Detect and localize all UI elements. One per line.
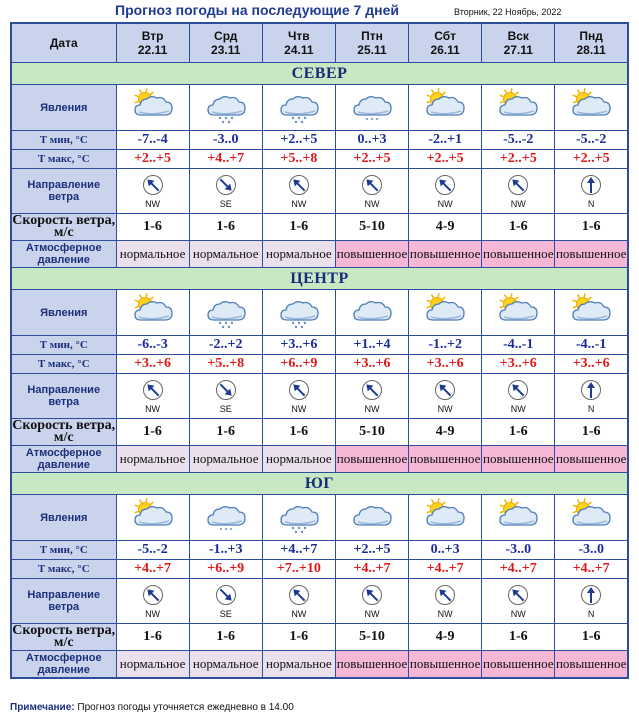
- wind-arrow-icon: [288, 174, 310, 198]
- day-header: [262, 23, 335, 63]
- wind-dir-text: SE: [219, 609, 232, 619]
- wind-speed-cell: 1-6: [482, 214, 555, 241]
- sun-cloud-icon: [494, 112, 542, 129]
- wind-dir-text: NW: [437, 199, 453, 209]
- wind-dir-wrap: [117, 583, 189, 619]
- pressure-cell: нормальное: [189, 241, 262, 268]
- wind-speed-cell: 1-6: [189, 419, 262, 446]
- sun-cloud-icon: [421, 112, 469, 129]
- wind-speed-cell: 4-9: [409, 214, 482, 241]
- wind-dir-wrap: [117, 173, 189, 209]
- phenomena-cell: [116, 495, 189, 541]
- row-label: Явления: [11, 290, 116, 336]
- tmax-cell: +5..+8: [262, 150, 335, 169]
- tmin-cell: +4..+7: [262, 541, 335, 560]
- sun-cloud-icon: [421, 317, 469, 334]
- page-header: [0, 0, 639, 22]
- wind-dir-wrap: [555, 583, 627, 619]
- wind-speed-cell: 1-6: [555, 624, 628, 651]
- tmax-cell: +3..+6: [482, 355, 555, 374]
- wind-dir-cell: [409, 169, 482, 214]
- day-date: 24.11: [284, 43, 314, 57]
- wind-speed-cell: 1-6: [262, 419, 335, 446]
- tmin-cell: -4..-1: [555, 336, 628, 355]
- day-of-week: Вск: [507, 29, 529, 43]
- wind-arrow-icon: [580, 584, 602, 608]
- wind-dir-wrap: [482, 173, 554, 209]
- day-date: 28.11: [576, 43, 606, 57]
- sun-cloud-icon: [129, 112, 177, 129]
- row-label: Т мин, °С: [11, 541, 116, 560]
- tmin-cell: -2..+2: [189, 336, 262, 355]
- wind-dir-cell: [116, 169, 189, 214]
- wind-dir-cell: [189, 579, 262, 624]
- day-header: [482, 23, 555, 63]
- wind-dir-text: NW: [145, 609, 161, 619]
- wind-speed-row: [11, 624, 628, 651]
- wind-dir-wrap: [555, 378, 627, 414]
- wind-arrow-icon: [580, 174, 602, 198]
- rain-cloud-icon: [275, 522, 323, 539]
- wind-speed-cell: 1-6: [482, 419, 555, 446]
- wind-dir-wrap: [409, 173, 481, 209]
- tmin-cell: 0..+3: [409, 541, 482, 560]
- region-title: ЮГ: [11, 473, 628, 495]
- row-label: Скорость ветра, м/с: [12, 213, 116, 240]
- wind-dir-wrap: [117, 378, 189, 414]
- phenomena-row: [11, 495, 628, 541]
- wind-dir-text: NW: [364, 199, 380, 209]
- day-header: [409, 23, 482, 63]
- wind-dir-text: NW: [145, 404, 161, 414]
- pressure-cell: нормальное: [116, 446, 189, 473]
- pressure-cell: повышенное: [335, 241, 408, 268]
- pressure-cell: нормальное: [116, 651, 189, 679]
- phenomena-cell: [262, 495, 335, 541]
- tmin-cell: +2..+5: [335, 541, 408, 560]
- wind-arrow-icon: [434, 379, 456, 403]
- tmax-cell: +2..+5: [409, 150, 482, 169]
- tmax-cell: +4..+7: [335, 560, 408, 579]
- wind-dir-text: NW: [364, 404, 380, 414]
- tmin-cell: -2..+1: [409, 131, 482, 150]
- pressure-cell: нормальное: [262, 241, 335, 268]
- wind-dir-cell: [116, 374, 189, 419]
- wind-speed-cell: 1-6: [555, 214, 628, 241]
- wind-dir-cell: [555, 374, 628, 419]
- wind-arrow-icon: [434, 174, 456, 198]
- wind-speed-row: [11, 419, 628, 446]
- wind-dir-cell: [555, 579, 628, 624]
- wind-dir-cell: [335, 169, 408, 214]
- day-of-week: Чтв: [288, 29, 310, 43]
- tmin-row: [11, 336, 628, 355]
- row-label: Скорость ветра, м/с: [12, 418, 116, 445]
- region-row: [11, 268, 628, 290]
- tmax-cell: +2..+5: [116, 150, 189, 169]
- tmax-row: [11, 560, 628, 579]
- footer-note: [10, 702, 294, 713]
- phenomena-cell: [189, 495, 262, 541]
- wind-dir-cell: [262, 374, 335, 419]
- date-header: Дата: [11, 23, 116, 63]
- wind-dir-wrap: [336, 378, 408, 414]
- day-date: 23.11: [211, 43, 241, 57]
- tmax-cell: +6..+9: [189, 560, 262, 579]
- rain-cloud-icon: [275, 317, 323, 334]
- wind-arrow-icon: [507, 174, 529, 198]
- wind-speed-cell: 1-6: [116, 419, 189, 446]
- wind-dir-row: [11, 579, 628, 624]
- wind-dir-cell: [409, 579, 482, 624]
- wind-dir-wrap: [190, 583, 262, 619]
- wind-arrow-icon: [361, 174, 383, 198]
- rain-cloud-icon: [275, 112, 323, 129]
- wind-dir-row: [11, 169, 628, 214]
- region-title: СЕВЕР: [11, 63, 628, 85]
- pressure-cell: повышенное: [409, 651, 482, 679]
- wind-dir-cell: [555, 169, 628, 214]
- day-of-week: Птн: [361, 29, 383, 43]
- pressure-cell: повышенное: [482, 651, 555, 679]
- wind-arrow-icon: [580, 379, 602, 403]
- wind-arrow-icon: [142, 379, 164, 403]
- row-label: Направление ветра: [11, 169, 116, 214]
- wind-dir-cell: [482, 579, 555, 624]
- row-label: Т макс, °С: [11, 150, 116, 169]
- tmin-cell: -4..-1: [482, 336, 555, 355]
- wind-dir-text: NW: [437, 404, 453, 414]
- wind-speed-cell: 1-6: [189, 624, 262, 651]
- wind-dir-text: NW: [510, 609, 526, 619]
- current-date: Вторник, 22 Ноябрь, 2022: [454, 7, 562, 17]
- day-of-week: Пнд: [579, 29, 603, 43]
- pressure-cell: повышенное: [555, 651, 628, 679]
- tmax-cell: +4..+7: [409, 560, 482, 579]
- row-label: Т мин, °С: [11, 131, 116, 150]
- pressure-cell: нормальное: [189, 651, 262, 679]
- wind-speed-cell: 4-9: [409, 419, 482, 446]
- tmin-row: [11, 541, 628, 560]
- tmax-cell: +2..+5: [555, 150, 628, 169]
- pressure-cell: нормальное: [189, 446, 262, 473]
- wind-dir-text: N: [587, 404, 595, 414]
- pressure-cell: повышенное: [335, 651, 408, 679]
- wind-dir-row: [11, 374, 628, 419]
- wind-dir-cell: [482, 374, 555, 419]
- wind-dir-cell: [262, 579, 335, 624]
- wind-arrow-icon: [142, 584, 164, 608]
- wind-dir-wrap: [190, 173, 262, 209]
- pressure-cell: повышенное: [482, 241, 555, 268]
- day-date: 22.11: [137, 43, 168, 57]
- phenomena-cell: [116, 290, 189, 336]
- wind-speed-cell: 1-6: [482, 624, 555, 651]
- wind-arrow-icon: [507, 379, 529, 403]
- tmin-cell: -3..0: [189, 131, 262, 150]
- rain-cloud-icon: [202, 112, 250, 129]
- pressure-row: [11, 651, 628, 679]
- tmax-cell: +3..+6: [409, 355, 482, 374]
- tmin-cell: -3..0: [482, 541, 555, 560]
- region-title: ЦЕНТР: [11, 268, 628, 290]
- wind-dir-text: SE: [219, 404, 232, 414]
- snow-cloud-icon: [348, 112, 396, 129]
- tmin-cell: 0..+3: [335, 131, 408, 150]
- footer-text: Прогноз погоды уточняется ежедневно в 14.00: [77, 702, 294, 713]
- row-label: Явления: [11, 495, 116, 541]
- wind-arrow-icon: [215, 584, 237, 608]
- snow-cloud-icon: [202, 522, 250, 539]
- wind-dir-wrap: [190, 378, 262, 414]
- tmax-cell: +5..+8: [189, 355, 262, 374]
- wind-speed-cell: 1-6: [116, 214, 189, 241]
- phenomena-cell: [482, 290, 555, 336]
- row-label: Атмосферное давление: [11, 446, 116, 473]
- phenomena-cell: [335, 495, 408, 541]
- tmin-cell: -5..-2: [555, 131, 628, 150]
- row-label: Явления: [11, 85, 116, 131]
- phenomena-row: [11, 85, 628, 131]
- wind-dir-cell: [189, 169, 262, 214]
- wind-dir-text: N: [587, 609, 595, 619]
- wind-dir-wrap: [409, 583, 481, 619]
- phenomena-cell: [409, 85, 482, 131]
- wind-speed-cell: 5-10: [335, 624, 408, 651]
- phenomena-cell: [482, 85, 555, 131]
- pressure-cell: нормальное: [116, 241, 189, 268]
- sun-cloud-icon: [567, 112, 615, 129]
- rain-cloud-icon: [202, 317, 250, 334]
- sun-cloud-icon: [129, 522, 177, 539]
- wind-speed-row: [11, 214, 628, 241]
- phenomena-cell: [262, 290, 335, 336]
- sun-cloud-icon: [567, 522, 615, 539]
- phenomena-cell: [335, 290, 408, 336]
- tmin-cell: -5..-2: [116, 541, 189, 560]
- wind-dir-wrap: [482, 583, 554, 619]
- pressure-cell: повышенное: [555, 241, 628, 268]
- phenomena-cell: [482, 495, 555, 541]
- day-date: 27.11: [503, 43, 533, 57]
- phenomena-cell: [555, 495, 628, 541]
- wind-arrow-icon: [434, 584, 456, 608]
- phenomena-cell: [262, 85, 335, 131]
- wind-dir-cell: [335, 374, 408, 419]
- wind-speed-cell: 1-6: [555, 419, 628, 446]
- tmin-row: [11, 131, 628, 150]
- pressure-cell: повышенное: [409, 241, 482, 268]
- wind-dir-cell: [262, 169, 335, 214]
- tmax-cell: +2..+5: [482, 150, 555, 169]
- tmax-row: [11, 355, 628, 374]
- wind-dir-wrap: [336, 173, 408, 209]
- pressure-row: [11, 241, 628, 268]
- day-of-week: Сбт: [434, 29, 457, 43]
- wind-dir-wrap: [482, 378, 554, 414]
- wind-dir-text: NW: [510, 404, 526, 414]
- pressure-cell: повышенное: [409, 446, 482, 473]
- day-header: [116, 23, 189, 63]
- region-row: [11, 473, 628, 495]
- wind-arrow-icon: [142, 174, 164, 198]
- wind-dir-cell: [116, 579, 189, 624]
- tmax-cell: +6..+9: [262, 355, 335, 374]
- wind-dir-cell: [409, 374, 482, 419]
- wind-dir-cell: [482, 169, 555, 214]
- tmin-cell: +1..+4: [335, 336, 408, 355]
- tmax-cell: +4..+7: [189, 150, 262, 169]
- wind-dir-wrap: [336, 583, 408, 619]
- phenomena-cell: [189, 290, 262, 336]
- wind-dir-text: NW: [145, 199, 161, 209]
- sun-cloud-icon: [567, 317, 615, 334]
- wind-dir-wrap: [263, 378, 335, 414]
- day-date: 25.11: [357, 43, 387, 57]
- pressure-cell: повышенное: [482, 446, 555, 473]
- sun-cloud-icon: [129, 317, 177, 334]
- tmin-cell: -5..-2: [482, 131, 555, 150]
- tmax-cell: +3..+6: [555, 355, 628, 374]
- tmax-cell: +2..+5: [335, 150, 408, 169]
- day-of-week: Втр: [141, 29, 164, 43]
- wind-arrow-icon: [361, 584, 383, 608]
- tmax-cell: +4..+7: [482, 560, 555, 579]
- tmin-cell: -1..+2: [409, 336, 482, 355]
- row-label: Т мин, °С: [11, 336, 116, 355]
- row-label: Т макс, °С: [11, 560, 116, 579]
- cloud-icon: [348, 522, 396, 539]
- phenomena-cell: [409, 290, 482, 336]
- wind-arrow-icon: [361, 379, 383, 403]
- pressure-cell: повышенное: [335, 446, 408, 473]
- footer-label: Примечание:: [10, 702, 75, 713]
- wind-arrow-icon: [215, 379, 237, 403]
- wind-speed-cell: 1-6: [262, 624, 335, 651]
- wind-dir-text: NW: [437, 609, 453, 619]
- forecast-table: [10, 22, 629, 679]
- wind-arrow-icon: [215, 174, 237, 198]
- wind-speed-cell: 4-9: [409, 624, 482, 651]
- wind-dir-text: NW: [364, 609, 380, 619]
- row-label: Атмосферное давление: [11, 651, 116, 679]
- sun-cloud-icon: [494, 317, 542, 334]
- pressure-cell: нормальное: [262, 651, 335, 679]
- tmax-row: [11, 150, 628, 169]
- wind-arrow-icon: [288, 584, 310, 608]
- region-row: [11, 63, 628, 85]
- tmin-cell: -1..+3: [189, 541, 262, 560]
- wind-speed-cell: 5-10: [335, 419, 408, 446]
- wind-dir-text: NW: [510, 199, 526, 209]
- tmin-cell: -6..-3: [116, 336, 189, 355]
- wind-dir-wrap: [555, 173, 627, 209]
- pressure-row: [11, 446, 628, 473]
- tmax-cell: +3..+6: [116, 355, 189, 374]
- day-header: [335, 23, 408, 63]
- phenomena-cell: [189, 85, 262, 131]
- wind-speed-cell: 1-6: [116, 624, 189, 651]
- phenomena-row: [11, 290, 628, 336]
- page-title: Прогноз погоды на последующие 7 дней: [115, 2, 399, 18]
- phenomena-cell: [555, 290, 628, 336]
- cloud-icon: [348, 317, 396, 334]
- tmax-cell: +3..+6: [335, 355, 408, 374]
- row-label: Скорость ветра, м/с: [12, 623, 116, 650]
- tmax-cell: +7..+10: [262, 560, 335, 579]
- wind-dir-text: SE: [219, 199, 232, 209]
- phenomena-cell: [409, 495, 482, 541]
- row-label: Направление ветра: [11, 579, 116, 624]
- wind-arrow-icon: [507, 584, 529, 608]
- phenomena-cell: [116, 85, 189, 131]
- pressure-cell: нормальное: [262, 446, 335, 473]
- wind-dir-wrap: [263, 173, 335, 209]
- pressure-cell: повышенное: [555, 446, 628, 473]
- row-label: Т макс, °С: [11, 355, 116, 374]
- tmax-cell: +4..+7: [116, 560, 189, 579]
- wind-dir-cell: [189, 374, 262, 419]
- day-date: 26.11: [430, 43, 460, 57]
- wind-dir-text: NW: [291, 404, 307, 414]
- tmax-cell: +4..+7: [555, 560, 628, 579]
- row-label: Атмосферное давление: [11, 241, 116, 268]
- wind-speed-cell: 5-10: [335, 214, 408, 241]
- wind-dir-wrap: [409, 378, 481, 414]
- row-label: Направление ветра: [11, 374, 116, 419]
- phenomena-cell: [555, 85, 628, 131]
- wind-speed-cell: 1-6: [189, 214, 262, 241]
- wind-dir-text: NW: [291, 609, 307, 619]
- wind-dir-text: N: [587, 199, 595, 209]
- day-of-week: Срд: [214, 29, 238, 43]
- tmin-cell: -3..0: [555, 541, 628, 560]
- sun-cloud-icon: [421, 522, 469, 539]
- day-header: [555, 23, 628, 63]
- phenomena-cell: [335, 85, 408, 131]
- day-header: [189, 23, 262, 63]
- tmin-cell: +2..+5: [262, 131, 335, 150]
- wind-dir-wrap: [263, 583, 335, 619]
- tmin-cell: -7..-4: [116, 131, 189, 150]
- wind-dir-cell: [335, 579, 408, 624]
- wind-arrow-icon: [288, 379, 310, 403]
- header-row: [11, 23, 628, 63]
- wind-dir-text: NW: [291, 199, 307, 209]
- wind-speed-cell: 1-6: [262, 214, 335, 241]
- tmin-cell: +3..+6: [262, 336, 335, 355]
- sun-cloud-icon: [494, 522, 542, 539]
